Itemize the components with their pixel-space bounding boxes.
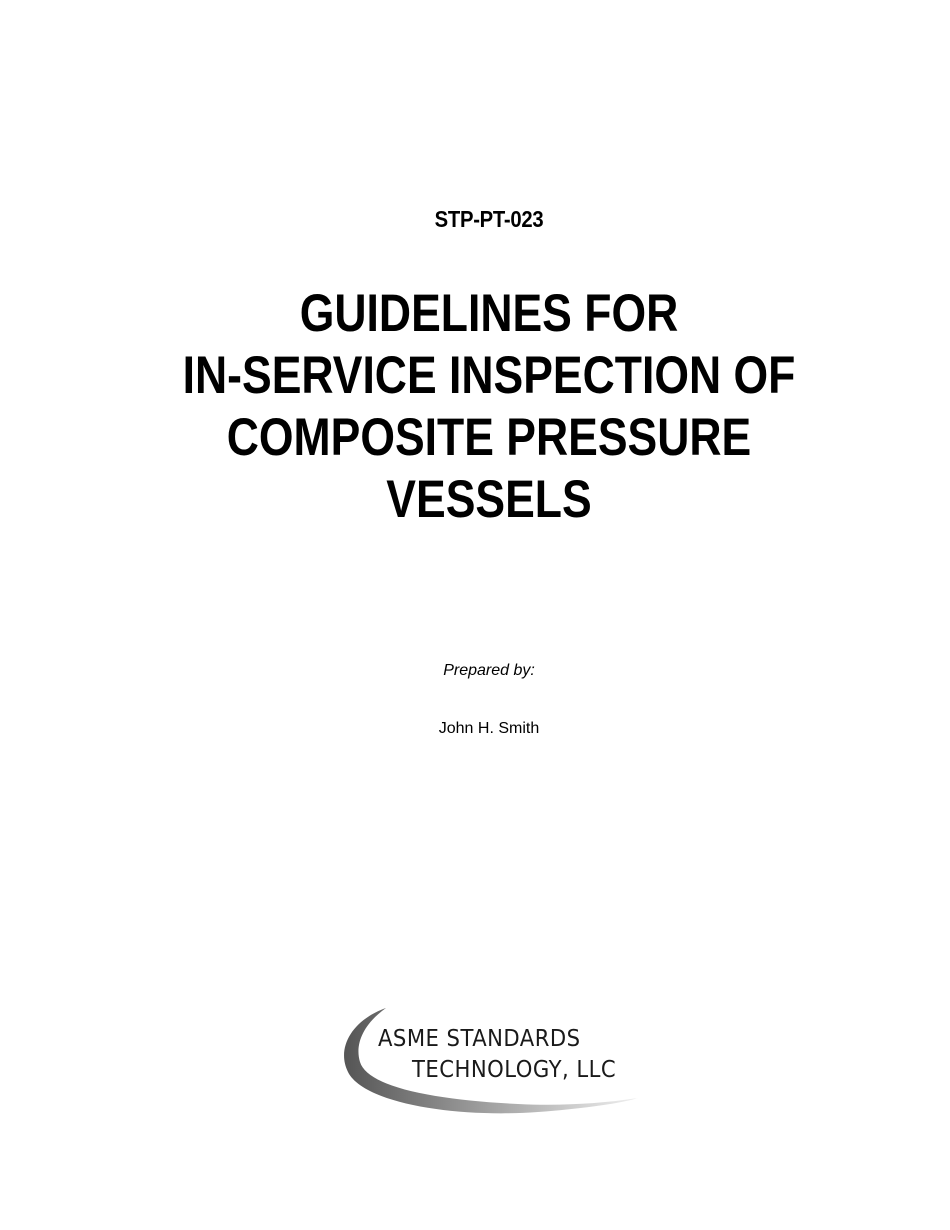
prepared-by-label: Prepared by: bbox=[443, 662, 535, 679]
title-line-1: GUIDELINES FOR bbox=[299, 284, 679, 343]
document-number: STP-PT-023 bbox=[434, 206, 544, 232]
title-line-2: IN-SERVICE INSPECTION OF bbox=[182, 346, 796, 405]
document-title bbox=[78, 283, 900, 531]
author-name: John H. Smith bbox=[438, 720, 540, 737]
logo-text-line-1: ASME STANDARDS bbox=[378, 1026, 581, 1052]
asme-st-logo bbox=[338, 1000, 648, 1120]
title-line-3: COMPOSITE PRESSURE bbox=[226, 408, 752, 467]
title-line-4: VESSELS bbox=[386, 470, 592, 529]
logo-text-line-2: TECHNOLOGY, LLC bbox=[412, 1057, 617, 1083]
